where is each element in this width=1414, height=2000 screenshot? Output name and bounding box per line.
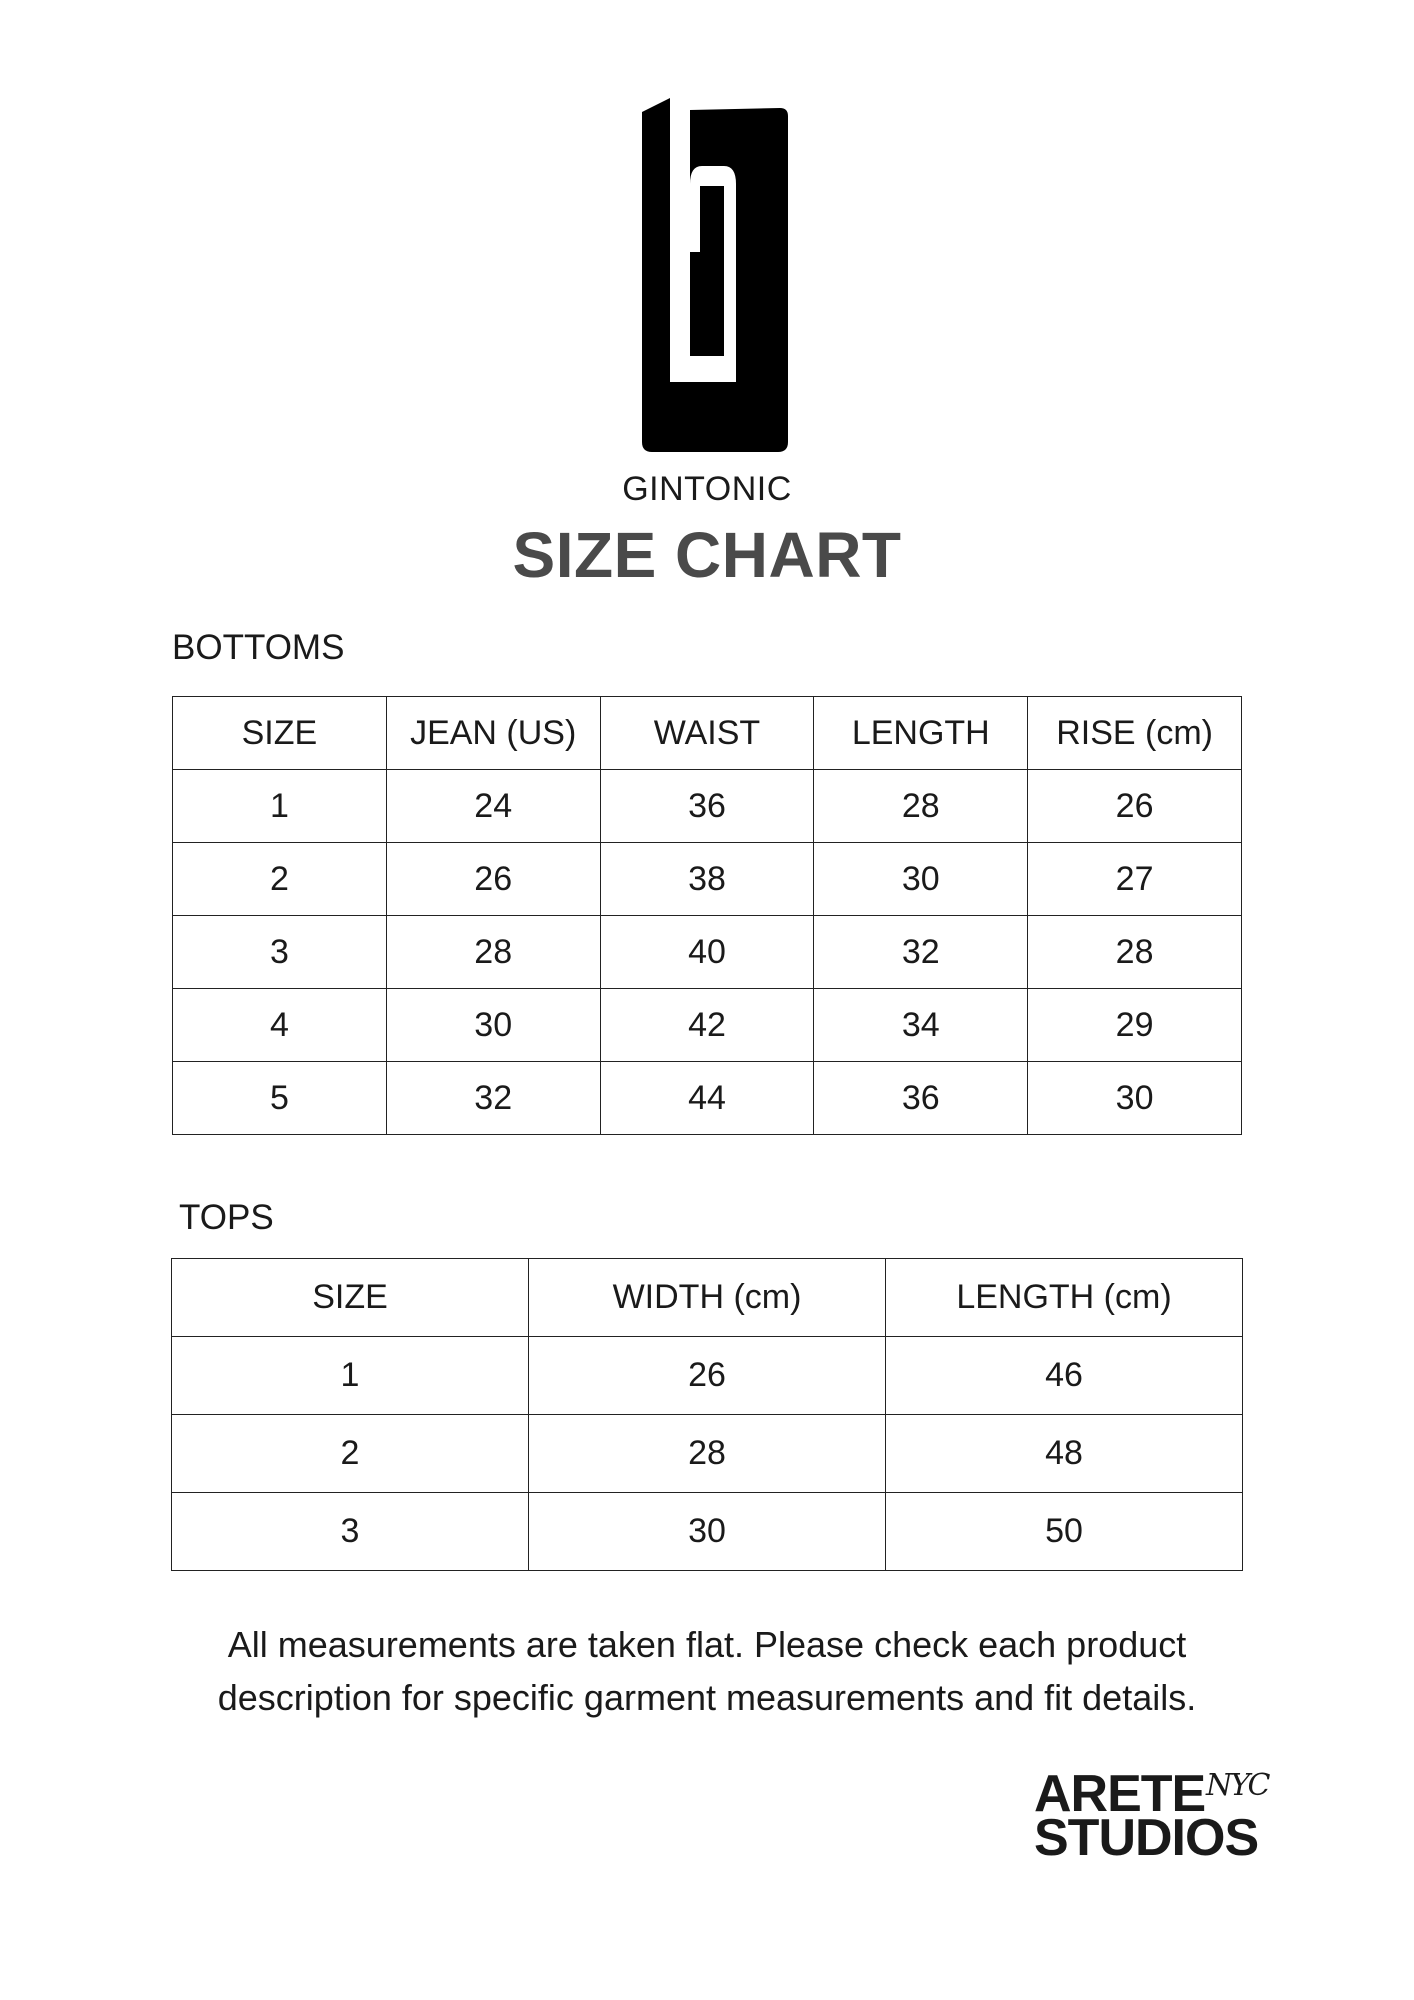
column-header: LENGTH (cm): [886, 1259, 1243, 1337]
table-cell: 32: [814, 916, 1028, 989]
table-cell: 26: [386, 843, 600, 916]
column-header: JEAN (US): [386, 697, 600, 770]
table-cell: 50: [886, 1493, 1243, 1571]
table-cell: 30: [386, 989, 600, 1062]
column-header: LENGTH: [814, 697, 1028, 770]
tops-section-label: TOPS: [179, 1198, 274, 1237]
table-cell: 40: [600, 916, 814, 989]
page-title: SIZE CHART: [512, 519, 902, 591]
bottoms-size-table: [172, 696, 1242, 1135]
studio-logo-line: ARETE: [1034, 1765, 1206, 1823]
table-row: [172, 1415, 1243, 1493]
table-cell: 29: [1028, 989, 1242, 1062]
table-cell: 24: [386, 770, 600, 843]
table-cell: 30: [1028, 1062, 1242, 1135]
table-row: [173, 989, 1242, 1062]
table-cell: 36: [600, 770, 814, 843]
column-header: SIZE: [172, 1259, 529, 1337]
table-row: [173, 1062, 1242, 1135]
table-cell: 48: [886, 1415, 1243, 1493]
table-header-row: [172, 1259, 1243, 1337]
table-cell: 1: [172, 1337, 529, 1415]
table-row: [173, 770, 1242, 843]
tops-size-table: [171, 1258, 1243, 1571]
table-cell: 4: [173, 989, 387, 1062]
table-cell: 28: [1028, 916, 1242, 989]
table-cell: 46: [886, 1337, 1243, 1415]
table-cell: 28: [386, 916, 600, 989]
table-header-row: [173, 697, 1242, 770]
table-cell: 26: [529, 1337, 886, 1415]
table-cell: 36: [814, 1062, 1028, 1135]
table-cell: 30: [529, 1493, 886, 1571]
table-cell: 2: [172, 1415, 529, 1493]
table-cell: 26: [1028, 770, 1242, 843]
table-cell: 30: [814, 843, 1028, 916]
column-header: WAIST: [600, 697, 814, 770]
brand-name: GINTONIC: [622, 470, 792, 508]
column-header: SIZE: [173, 697, 387, 770]
studio-logo-script: NYC: [1206, 1768, 1269, 1803]
table-cell: 5: [173, 1062, 387, 1135]
table-row: [172, 1337, 1243, 1415]
table-cell: 44: [600, 1062, 814, 1135]
column-header: RISE (cm): [1028, 697, 1242, 770]
studio-logo: [1034, 1765, 1284, 1872]
table-cell: 32: [386, 1062, 600, 1135]
table-cell: 38: [600, 843, 814, 916]
measurement-disclaimer: [100, 1618, 1314, 1724]
table-cell: 28: [529, 1415, 886, 1493]
disclaimer-line: description for specific garment measurements and fit details.: [217, 1677, 1197, 1718]
disclaimer-line: All measurements are taken flat. Please check each product: [227, 1624, 1187, 1665]
table-row: [173, 843, 1242, 916]
table-row: [173, 916, 1242, 989]
studio-logo-line: STUDIOS: [1034, 1809, 1259, 1867]
table-cell: 1: [173, 770, 387, 843]
table-cell: 2: [173, 843, 387, 916]
bottoms-section-label: BOTTOMS: [172, 628, 345, 667]
table-row: [172, 1493, 1243, 1571]
table-cell: 28: [814, 770, 1028, 843]
table-cell: 3: [173, 916, 387, 989]
table-cell: 27: [1028, 843, 1242, 916]
column-header: WIDTH (cm): [529, 1259, 886, 1337]
table-cell: 3: [172, 1493, 529, 1571]
table-cell: 34: [814, 989, 1028, 1062]
table-cell: 42: [600, 989, 814, 1062]
brand-logo-mark: [640, 98, 790, 454]
